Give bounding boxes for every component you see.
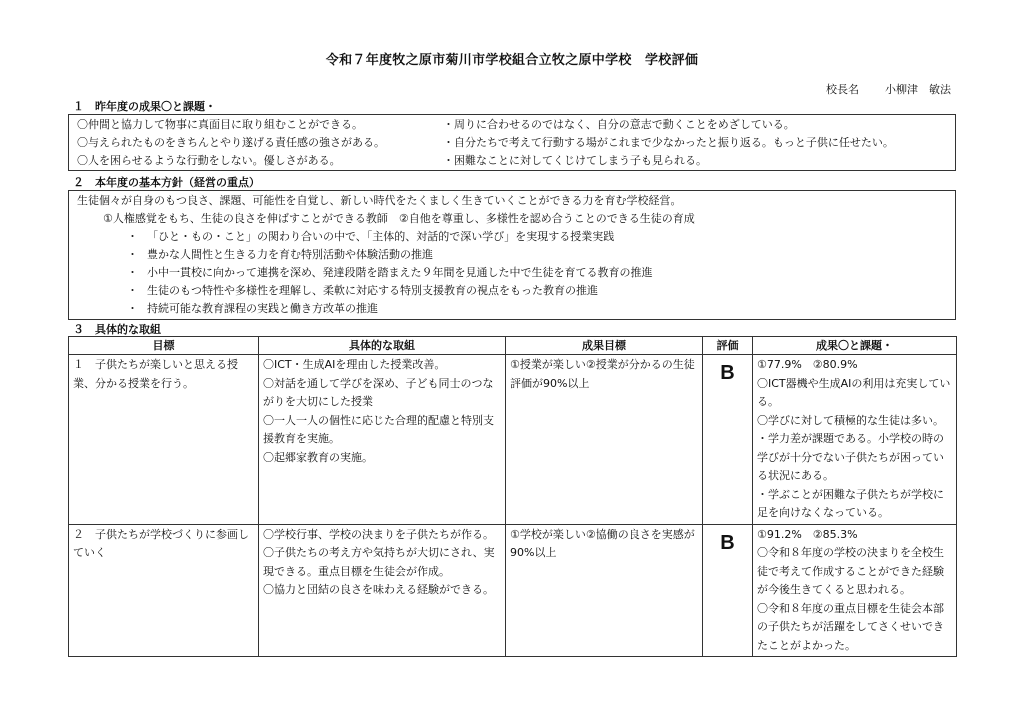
policy-bullet-marker: ・ (127, 230, 138, 243)
table-header-row (69, 337, 957, 355)
initiatives-table (68, 336, 957, 657)
target-cell: ①授業が楽しい②授業が分かるの生徒評価が90%以上 (506, 355, 703, 525)
column-header: 成果目標 (506, 337, 703, 355)
goal-cell: １ 子供たちが楽しいと思える授業、分かる授業を行う。 (69, 355, 259, 525)
policy-bullet: 豊かな人間性と生きる力を育む特別活動や体験活動の推進 (147, 248, 433, 261)
principal-label: 校長名 (826, 83, 859, 96)
grade-cell (703, 355, 753, 525)
policy-bullet-marker: ・ (127, 266, 138, 279)
section1-right-item: ・自分たちで考えて行動する場がこれまで少なかったと振り返る。もっと子供に任せたい。 (443, 136, 894, 149)
section3-heading: ３ 具体的な取組 (73, 323, 161, 336)
section2-heading: ２ 本年度の基本方針（経営の重点） (73, 176, 260, 189)
action-item: 〇子供たちの考え方や気持ちが大切にされ、実現できる。重点目標を生徒会が作成。 (263, 546, 495, 578)
result-item: 〇学びに対して積極的な生徒は多い。 (757, 413, 944, 427)
actions-cell (259, 524, 506, 657)
principal-info (826, 81, 951, 97)
policy-bullet-marker: ・ (127, 302, 138, 315)
principal-name: 小柳津 敏法 (885, 83, 951, 96)
policy-intro: 生徒個々が自身のもつ良さ、課題、可能性を自覚し、新しい時代をたくましく生きていくことができる力を育む学校経営。 (77, 194, 682, 207)
column-header: 具体的な取組 (259, 337, 506, 355)
section1-box (68, 114, 956, 171)
section1-left-item: 〇与えられたものをきちんとやり遂げる責任感の強さがある。 (77, 136, 385, 149)
results-cell (753, 355, 957, 525)
result-item: ・学力差が課題である。小学校の時の学びが十分でない子供たちが困っている状況にある。 (757, 432, 944, 482)
policy-bullet-marker: ・ (127, 248, 138, 261)
results-cell (753, 524, 957, 657)
result-item: 〇ICT器機や生成AIの利用は充実している。 (757, 376, 951, 408)
target-cell: ①学校が楽しい②協働の良さを実感が90%以上 (506, 524, 703, 657)
grade-cell (703, 524, 753, 657)
column-header: 成果〇と課題・ (753, 337, 957, 355)
result-item: ①91.2% ②85.3% (757, 527, 858, 541)
action-item: 〇一人一人の個性に応じた合理的配慮と特別支援教育を実施。 (263, 413, 494, 445)
grade-value: B (720, 362, 735, 384)
section1-left-item: 〇仲間と協力して物事に真面目に取り組むことができる。 (77, 118, 363, 131)
result-item: ・学ぶことが困難な子供たちが学校に足を向けなくなっている。 (757, 487, 944, 519)
action-item: 〇協力と団結の良さを味わえる経験ができる。 (263, 583, 494, 596)
policy-bullet: 「ひと・もの・こと」の関わり合いの中で、「主体的、対話的で深い学び」を実現する授業実践 (147, 230, 615, 243)
column-header: 目標 (69, 337, 259, 355)
table-row (69, 355, 957, 525)
section2-box (68, 190, 956, 320)
column-header: 評価 (703, 337, 753, 355)
policy-bullet: 小中一貫校に向かって連携を深め、発達段階を踏まえた９年間を見通した中で生徒を育てる教育の推進 (147, 266, 653, 279)
table-row (69, 524, 957, 657)
policy-bullet: 生徒のもつ特性や多様性を理解し、柔軟に対応する特別支援教育の視点をもった教育の推進 (147, 284, 598, 297)
action-item: 〇対話を通して学びを深め、子ども同士のつながりを大切にした授業 (263, 376, 494, 408)
section1-left-item: 〇人を困らせるような行動をしない。優しさがある。 (77, 154, 341, 167)
actions-cell (259, 355, 506, 525)
result-item: 〇令和８年度の重点目標を生徒会本部の子供たちが活躍をしてさくせいできたことがよかった。 (757, 601, 944, 652)
policy-bullet-marker: ・ (127, 284, 138, 297)
section1-heading: １ 昨年度の成果〇と課題・ (73, 100, 216, 113)
page-title: 令和７年度牧之原市菊川市学校組合立牧之原中学校 学校評価 (325, 53, 699, 68)
grade-value: B (720, 531, 735, 554)
result-item: 〇令和８年度の学校の決まりを全校生徒で考えて作成することができた経験が今後生きてくると思われる。 (757, 546, 944, 596)
action-item: 〇ICT・生成AIを理由した授業改善。 (263, 358, 446, 371)
policy-bullet: 持続可能な教育課程の実践と働き方改革の推進 (147, 302, 378, 315)
action-item: 〇学校行事、学校の決まりを子供たちが作る。 (263, 527, 494, 541)
policy-goals: ①人権感覚をもち、生徒の良さを伸ばすことができる教師 ②自他を尊重し、多様性を認め合うことのできる生徒の育成 (103, 212, 695, 225)
goal-cell: ２ 子供たちが学校づくりに参画していく (69, 524, 259, 657)
result-item: ①77.9% ②80.9% (757, 358, 858, 371)
section1-right-item: ・困難なことに対してくじけてしまう子も見られる。 (443, 154, 707, 167)
action-item: 〇起郷家教育の実施。 (263, 450, 373, 464)
section1-right-item: ・周りに合わせるのではなく、自分の意志で動くことをめざしている。 (443, 118, 795, 131)
